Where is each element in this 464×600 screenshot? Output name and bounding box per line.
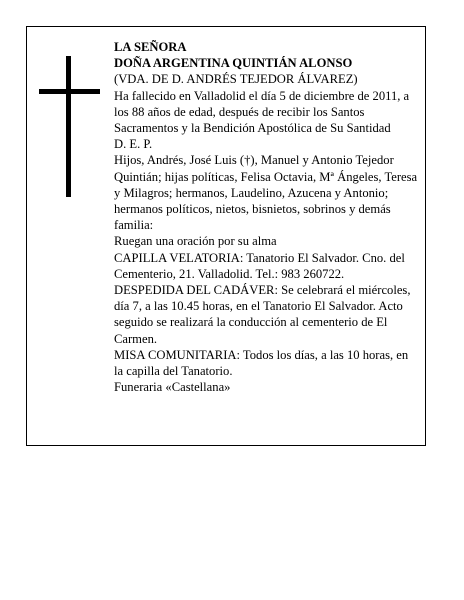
mass-info: MISA COMUNITARIA: Todos los días, a las 10 horas, en la capilla del Tanatorio. — [114, 347, 409, 379]
deceased-name: DOÑA ARGENTINA QUINTIÁN ALONSO — [114, 56, 353, 71]
widow-of: (VDA. DE D. ANDRÉS TEJEDOR ÁLVAREZ) — [114, 72, 358, 87]
obituary-text — [114, 39, 420, 395]
cross-icon — [66, 56, 71, 197]
cross-icon-arm — [39, 89, 100, 94]
farewell-info: DESPEDIDA DEL CADÁVER: Se celebrará el miércoles, día 7, a las 10.45 horas, en el Tanatorio El Salvador. Acto seguido se realizará la conducción al cementerio de El Carmen. — [114, 283, 411, 346]
prayer-request: Ruegan una oración por su alma — [114, 234, 277, 249]
death-statement: Ha fallecido en Valladolid el día 5 de diciembre de 2011, a los 88 años de edad, después de recibir los Santos Sacramentos y la Bendición Apostólica de Su Santidad — [114, 88, 410, 136]
dep-line: D. E. P. — [114, 137, 153, 152]
notice-title: LA SEÑORA — [114, 40, 187, 54]
funeral-home: Funeraria «Castellana» — [114, 380, 231, 395]
obituary-notice — [26, 26, 426, 446]
wake-info: CAPILLA VELATORIA: Tanatorio El Salvador. Cno. del Cementerio, 21. Valladolid. Tel.: 983 260722. — [114, 250, 405, 281]
family-list: Hijos, Andrés, José Luis (†), Manuel y Antonio Tejedor Quintián; hijas políticas, Felisa Octavia, Mª Ángeles, Teresa y Milagros; hermanos, Laudelino, Azucena y Antonio; hermanos políticos, nietos, bisnietos, sobrinos y demás familia: — [114, 153, 418, 233]
